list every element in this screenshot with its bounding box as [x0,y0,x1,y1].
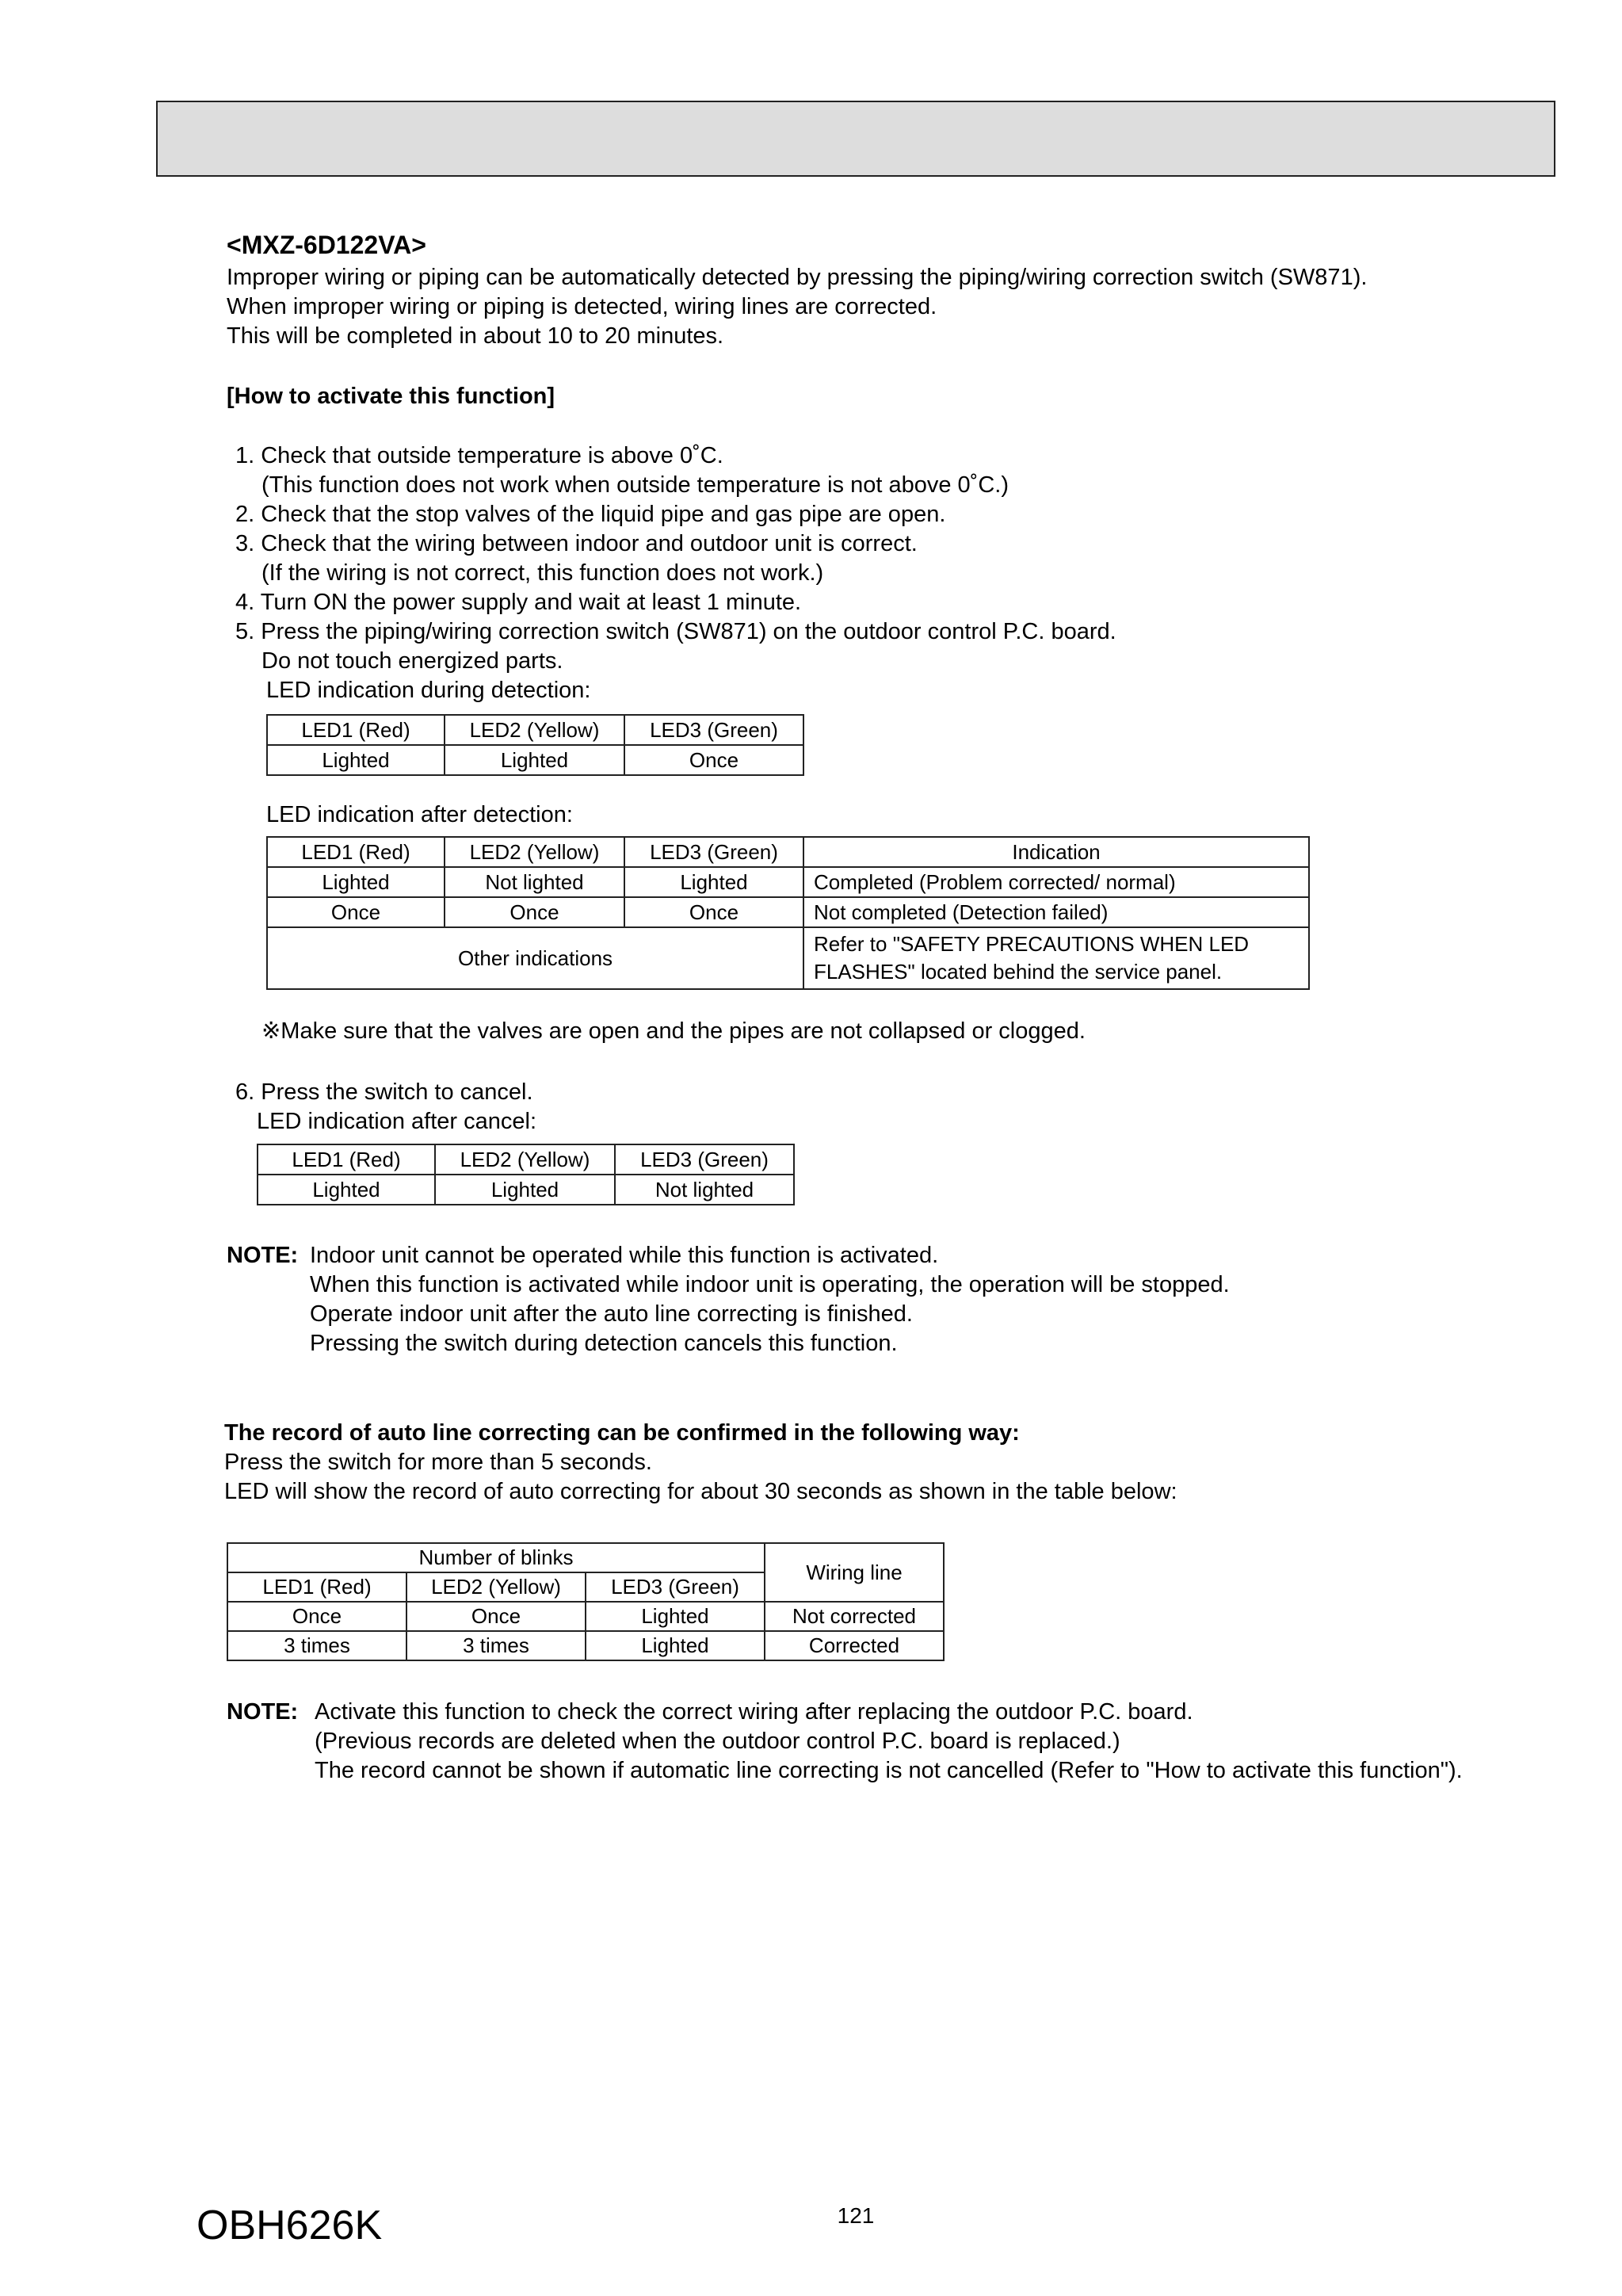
note-1-line-4: Pressing the switch during detection cancels this function. [310,1331,898,1356]
table-cell: Lighted [624,867,803,897]
note-1-line-3: Operate indoor unit after the auto line correcting is finished. [310,1301,913,1327]
table-cell: Lighted [267,867,445,897]
note-2-label: NOTE: [227,1699,299,1725]
table-row [267,867,1309,897]
table-header-row [258,1144,794,1175]
table-cell: LED3 (Green) [624,837,803,867]
table-cell: LED1 (Red) [258,1144,435,1175]
table-cell: Once [406,1602,586,1631]
how-to-heading: [How to activate this function] [227,384,555,409]
intro-line-2: When improper wiring or piping is detected, wiring lines are corrected. [227,294,937,319]
table-cell: Lighted [258,1175,435,1205]
table-cell: Not lighted [445,867,624,897]
record-line-1: Press the switch for more than 5 seconds. [224,1450,652,1475]
record-heading: The record of auto line correcting can be confirmed in the following way: [224,1420,1020,1446]
table-cell: Corrected [765,1631,944,1660]
table-cell: Not completed (Detection failed) [803,897,1309,927]
table-cell: LED1 (Red) [227,1572,406,1602]
table-row [267,927,1309,989]
intro-line-3: This will be completed in about 10 to 20 minutes. [227,323,724,349]
header-banner [156,101,1555,177]
step-5: 5. Press the piping/wiring correction switch (SW871) on the outdoor control P.C. board. [235,619,1116,644]
table-cell: Wiring line [765,1543,944,1602]
other-indications-text-2: FLASHES" located behind the service panel. [814,960,1223,984]
table-cell: Lighted [586,1631,765,1660]
table-cell: Once [624,745,803,775]
step-5-note: Do not touch energized parts. [261,648,563,674]
table-row [227,1602,944,1631]
table-row [267,745,803,775]
table-cell: Lighted [445,745,624,775]
table-cell: LED3 (Green) [624,715,803,745]
table-cell: Indication [803,837,1309,867]
document-code: OBH626K [197,2202,383,2248]
table-row [258,1175,794,1205]
note-2-line-2: (Previous records are deleted when the outdoor control P.C. board is replaced.) [315,1729,1120,1754]
note-1-line-2: When this function is activated while indoor unit is operating, the operation will be stopped. [310,1272,1230,1297]
step-1-note: (This function does not work when outside temperature is not above 0˚C.) [261,472,1009,498]
table-header-row [267,837,1309,867]
model-title: <MXZ-6D122VA> [227,231,426,259]
table-cell: LED3 (Green) [615,1144,794,1175]
table-cell: Once [267,897,445,927]
table-cell: Completed (Problem corrected/ normal) [803,867,1309,897]
table-header-row [227,1543,944,1572]
after-detection-label: LED indication after detection: [266,802,573,827]
table-cell: LED1 (Red) [267,837,445,867]
during-detection-label: LED indication during detection: [266,678,591,703]
table-cell: LED1 (Red) [267,715,445,745]
led-after-cancel-table [257,1144,795,1205]
table-cell: LED2 (Yellow) [406,1572,586,1602]
table-cell: Not lighted [615,1175,794,1205]
table-cell: Once [227,1602,406,1631]
intro-line-1: Improper wiring or piping can be automatically detected by pressing the piping/wiring correction switch (SW871). [227,265,1368,290]
led-after-detection-table [266,836,1310,990]
led-during-detection-table [266,714,804,776]
table-cell: LED2 (Yellow) [445,715,624,745]
table-row [227,1631,944,1660]
step-2: 2. Check that the stop valves of the liquid pipe and gas pipe are open. [235,502,946,527]
note-1-label: NOTE: [227,1243,299,1268]
table-cell [803,927,1309,989]
note-2-line-1: Activate this function to check the correct wiring after replacing the outdoor P.C. board. [315,1699,1193,1725]
table-cell: Once [624,897,803,927]
page-number: 121 [837,2203,875,2228]
table-cell: Number of blinks [227,1543,765,1572]
step-6: 6. Press the switch to cancel. [235,1079,533,1105]
step-4: 4. Turn ON the power supply and wait at least 1 minute. [235,590,802,615]
other-indications-text-1: Refer to "SAFETY PRECAUTIONS WHEN LED [814,932,1250,956]
table-header-row [267,715,803,745]
record-table [227,1542,945,1661]
table-cell: Lighted [586,1602,765,1631]
step-3-note: (If the wiring is not correct, this function does not work.) [261,560,824,586]
table-cell: Lighted [435,1175,615,1205]
table-cell: LED2 (Yellow) [445,837,624,867]
table-cell: LED3 (Green) [586,1572,765,1602]
table-cell: 3 times [406,1631,586,1660]
after-cancel-label: LED indication after cancel: [257,1109,537,1134]
note-2-line-3: The record cannot be shown if automatic line correcting is not cancelled (Refer to "How to activate this function"). [315,1758,1463,1783]
note-1-line-1: Indoor unit cannot be operated while this function is activated. [310,1243,939,1268]
record-line-2: LED will show the record of auto correcting for about 30 seconds as shown in the table below: [224,1479,1177,1504]
table-cell: Lighted [267,745,445,775]
table-cell: 3 times [227,1631,406,1660]
valves-note: ※Make sure that the valves are open and the pipes are not collapsed or clogged. [261,1018,1086,1044]
table-cell: Other indications [267,927,803,989]
table-row [267,897,1309,927]
step-1: 1. Check that outside temperature is above 0˚C. [235,443,723,468]
step-3: 3. Check that the wiring between indoor and outdoor unit is correct. [235,531,918,556]
table-cell: Not corrected [765,1602,944,1631]
table-cell: LED2 (Yellow) [435,1144,615,1175]
table-cell: Once [445,897,624,927]
